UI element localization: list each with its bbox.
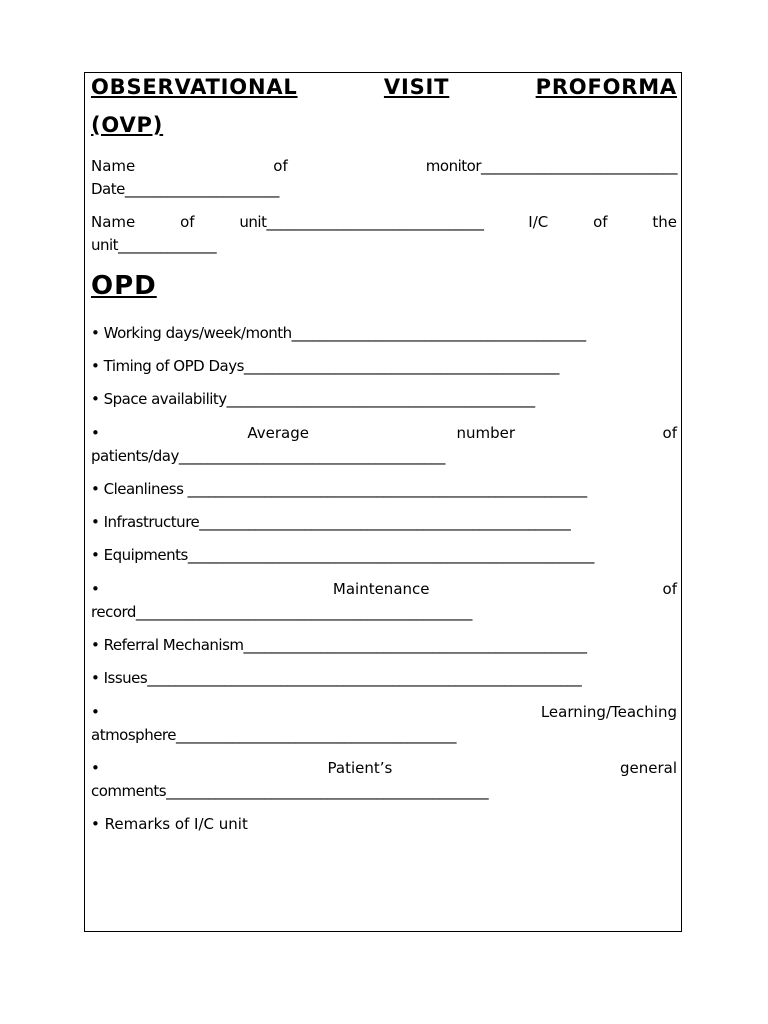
monitor-label-w3: monitor____________________________ <box>425 157 677 175</box>
unit-label-w3: unit_______________________________ <box>239 213 484 231</box>
ic-of-unit-field[interactable]: unit______________ <box>91 236 217 254</box>
item-patients-comments-line2[interactable]: comments______________________________________________ <box>91 782 489 800</box>
unit-label-w4: I/C <box>528 213 549 231</box>
pc-w2: Patient’s <box>327 759 393 777</box>
name-of-unit-field[interactable] <box>91 211 677 234</box>
maint-w2: Maintenance <box>332 580 430 598</box>
title-word-visit: VISIT <box>383 75 450 99</box>
item-patients-comments[interactable] <box>91 757 677 780</box>
unit-label-w5: of <box>593 213 608 231</box>
avg-w2: Average <box>247 424 309 442</box>
form-title-abbrev: (OVP) <box>91 113 164 137</box>
maint-w1: • <box>91 580 100 598</box>
learn-w2: Learning/Teaching <box>540 703 677 721</box>
avg-w3: number <box>456 424 516 442</box>
monitor-label-w1: Name <box>91 157 136 175</box>
title-word-observational: OBSERVATIONAL <box>91 75 298 99</box>
form-title <box>91 75 677 99</box>
item-average-patients-line2[interactable]: patients/day______________________________________ <box>91 447 445 465</box>
unit-label-w6: the <box>652 213 677 231</box>
unit-label-w2: of <box>180 213 195 231</box>
monitor-label-w2: of <box>273 157 288 175</box>
name-of-monitor-field[interactable] <box>91 155 677 178</box>
proforma-frame <box>84 72 682 932</box>
date-field[interactable]: Date______________________ <box>91 180 279 198</box>
item-equipments[interactable]: • Equipments__________________________________________________________ <box>91 546 594 564</box>
item-space[interactable]: • Space availability____________________________________________ <box>91 390 535 408</box>
pc-w1: • <box>91 759 100 777</box>
item-learning-line2[interactable]: atmosphere________________________________________ <box>91 726 456 744</box>
avg-w1: • <box>91 424 100 442</box>
item-issues[interactable]: • Issues______________________________________________________________ <box>91 669 582 687</box>
maint-w3: of <box>662 580 677 598</box>
avg-w4: of <box>662 424 677 442</box>
title-word-proforma: PROFORMA <box>535 75 677 99</box>
pc-w3: general <box>619 759 677 777</box>
item-referral[interactable]: • Referral Mechanism_________________________________________________ <box>91 636 587 654</box>
item-timing[interactable]: • Timing of OPD Days_____________________________________________ <box>91 357 559 375</box>
item-remarks[interactable]: • Remarks of I/C unit <box>91 815 248 833</box>
item-average-patients[interactable] <box>91 422 677 445</box>
item-cleanliness[interactable]: • Cleanliness _________________________________________________________ <box>91 480 587 498</box>
section-title-opd: OPD <box>91 271 157 301</box>
learn-w1: • <box>91 703 100 721</box>
item-maintenance-line2[interactable]: record________________________________________________ <box>91 603 472 621</box>
item-working-days[interactable]: • Working days/week/month__________________________________________ <box>91 324 586 342</box>
item-maintenance[interactable] <box>91 578 677 601</box>
item-infrastructure[interactable]: • Infrastructure_____________________________________________________ <box>91 513 571 531</box>
unit-label-w1: Name <box>91 213 136 231</box>
item-learning[interactable] <box>91 701 677 724</box>
